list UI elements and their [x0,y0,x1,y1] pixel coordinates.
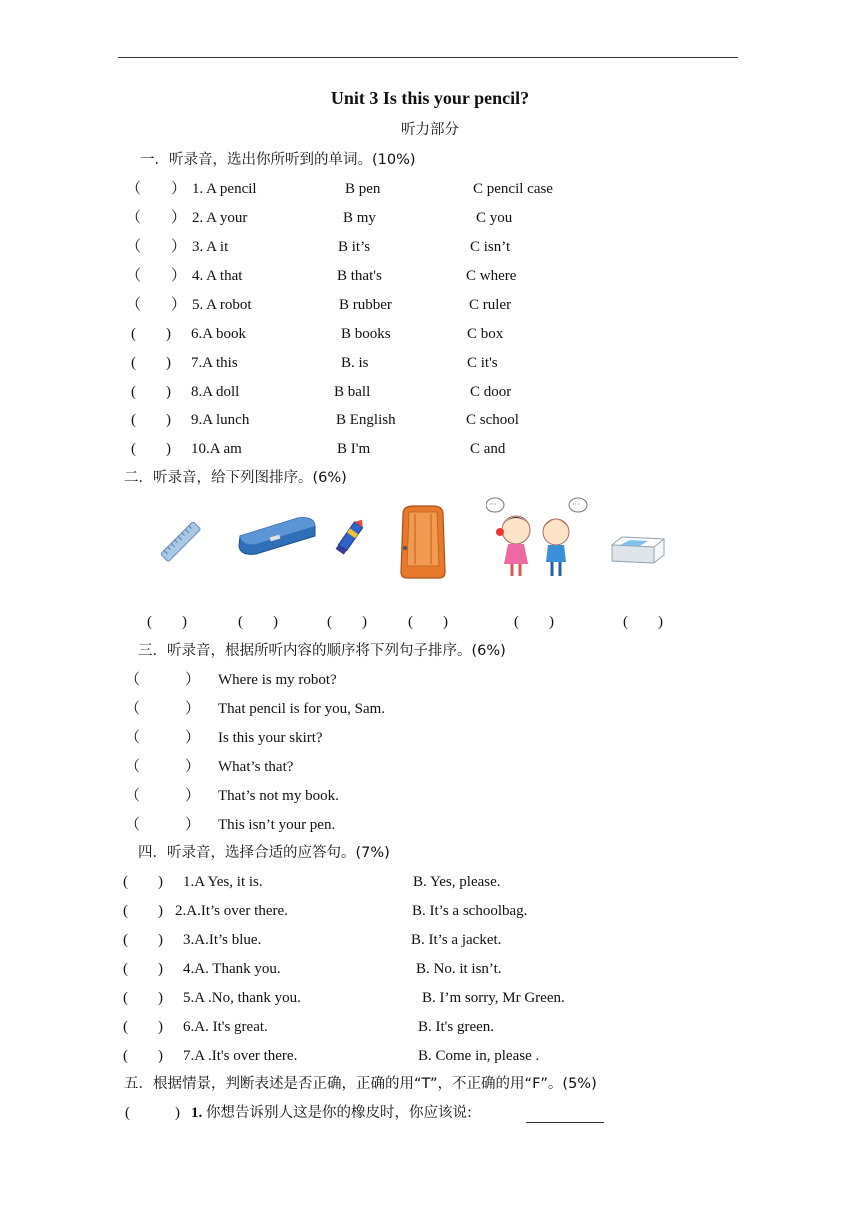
option-c: C school [466,412,519,428]
option-c: C box [467,326,504,342]
section5-heading: 五．根据情景，判断表述是否正确，正确的用“T”，不正确的用“F”。(5%) [124,1076,597,1092]
option-a: 4. A that [192,268,243,284]
judge-blank[interactable]: ( ) [125,1105,180,1121]
option-b: B my [343,210,376,226]
sentence: What’s that? [218,759,294,775]
option-a: 7.A this [191,355,238,371]
order-blank[interactable]: （ ） [125,759,201,775]
answer-blank[interactable]: （ ） [126,210,187,226]
option-a: 5. A robot [192,297,252,313]
option-c: C door [470,384,512,400]
option-a: 4.A. Thank you. [183,961,281,977]
sentence: Is this your skirt? [218,730,323,746]
option-c: C and [470,441,506,457]
svg-text:···: ··· [489,500,497,509]
sentence: This isn’t your pen. [218,817,336,833]
answer-line[interactable] [526,1103,604,1123]
pencil-case-icon [236,514,318,558]
option-c: C ruler [469,297,512,313]
answer-blank[interactable]: （ ） [126,297,187,313]
option-a: 1. A pencil [192,181,257,197]
answer-blank[interactable]: （ ） [126,181,187,197]
option-a: 2. A your [192,210,248,226]
option-b: B it’s [338,239,371,255]
section4-heading: 四．听录音，选择合适的应答句。(7%) [138,845,390,861]
option-a: 6.A book [191,326,247,342]
answer-blank[interactable]: ( ) [131,441,171,457]
page-subtitle: 听力部分 [401,122,459,138]
option-b: B. It's green. [418,1019,495,1035]
option-b: B ball [334,384,371,400]
answer-blank[interactable]: ( ) [131,326,171,342]
option-b: B. Come in, please . [418,1048,540,1064]
option-b: B I'm [337,441,371,457]
option-b: B that's [337,268,382,284]
order-blank[interactable]: （ ） [125,788,201,804]
svg-text:···: ··· [572,500,580,509]
option-c: C you [476,210,513,226]
answer-blank[interactable]: ( ) [123,1048,163,1064]
order-blank[interactable]: （ ） [125,817,201,833]
ruler-icon [156,517,206,567]
option-a: 7.A .It's over there. [183,1048,298,1064]
picture-blank-1[interactable]: ( ) [147,614,187,630]
item-number: 1. [191,1105,203,1121]
answer-blank[interactable]: ( ) [123,874,163,890]
option-b: B. Yes, please. [413,874,501,890]
option-b: B. No. it isn’t. [416,961,502,977]
option-a: 3. A it [192,239,229,255]
option-b: B. It’s a jacket. [411,932,502,948]
picture-blank-6[interactable]: ( ) [623,614,663,630]
option-b: B rubber [339,297,392,313]
option-c: C pencil case [473,181,553,197]
option-a: 6.A. It's great. [183,1019,268,1035]
eraser-icon [608,533,668,565]
order-blank[interactable]: （ ） [125,672,201,688]
answer-blank[interactable]: ( ) [123,961,163,977]
option-b: B. is [341,355,369,371]
page-title: Unit 3 Is this your pencil? [330,88,530,108]
answer-blank[interactable]: ( ) [131,412,171,428]
option-b: B books [341,326,391,342]
option-a: 3.A.It’s blue. [183,932,262,948]
section2-heading: 二．听录音，给下列图排序。(6%) [124,470,347,486]
option-b: B English [336,412,396,428]
option-a: 2.A.It’s over there. [175,903,288,919]
sentence: Where is my robot? [218,672,337,688]
answer-blank[interactable]: ( ) [131,355,171,371]
crayon-icon [334,516,366,558]
option-a: 5.A .No, thank you. [183,990,301,1006]
answer-blank[interactable]: （ ） [126,239,187,255]
picture-blank-5[interactable]: ( ) [514,614,554,630]
sentence: That’s not my book. [218,788,339,804]
picture-blank-3[interactable]: ( ) [327,614,367,630]
option-c: C isn’t [470,239,511,255]
option-c: C it's [467,355,498,371]
option-a: 10.A am [191,441,242,457]
answer-blank[interactable]: ( ) [123,903,163,919]
sentence: That pencil is for you, Sam. [218,701,386,717]
schoolbag-icon [397,504,449,580]
section3-heading: 三．听录音，根据所听内容的顺序将下列句子排序。(6%) [138,643,506,659]
option-c: C where [466,268,517,284]
children-icon [486,496,592,580]
option-a: 9.A lunch [191,412,250,428]
picture-blank-2[interactable]: ( ) [238,614,278,630]
option-b: B. I’m sorry, Mr Green. [422,990,565,1006]
option-a: 1.A Yes, it is. [183,874,263,890]
answer-blank[interactable]: （ ） [126,268,187,284]
option-a: 8.A doll [191,384,240,400]
section1-heading: 一．听录音，选出你所听到的单词。(10%) [140,152,416,168]
answer-blank[interactable]: ( ) [123,990,163,1006]
answer-blank[interactable]: ( ) [131,384,171,400]
picture-blank-4[interactable]: ( ) [408,614,448,630]
answer-blank[interactable]: ( ) [123,1019,163,1035]
order-blank[interactable]: （ ） [125,730,201,746]
statement: 你想告诉别人这是你的橡皮时，你应该说: [206,1105,472,1121]
option-b: B pen [345,181,381,197]
option-b: B. It’s a schoolbag. [412,903,528,919]
order-blank[interactable]: （ ） [125,701,201,717]
header-rule [118,57,738,58]
answer-blank[interactable]: ( ) [123,932,163,948]
